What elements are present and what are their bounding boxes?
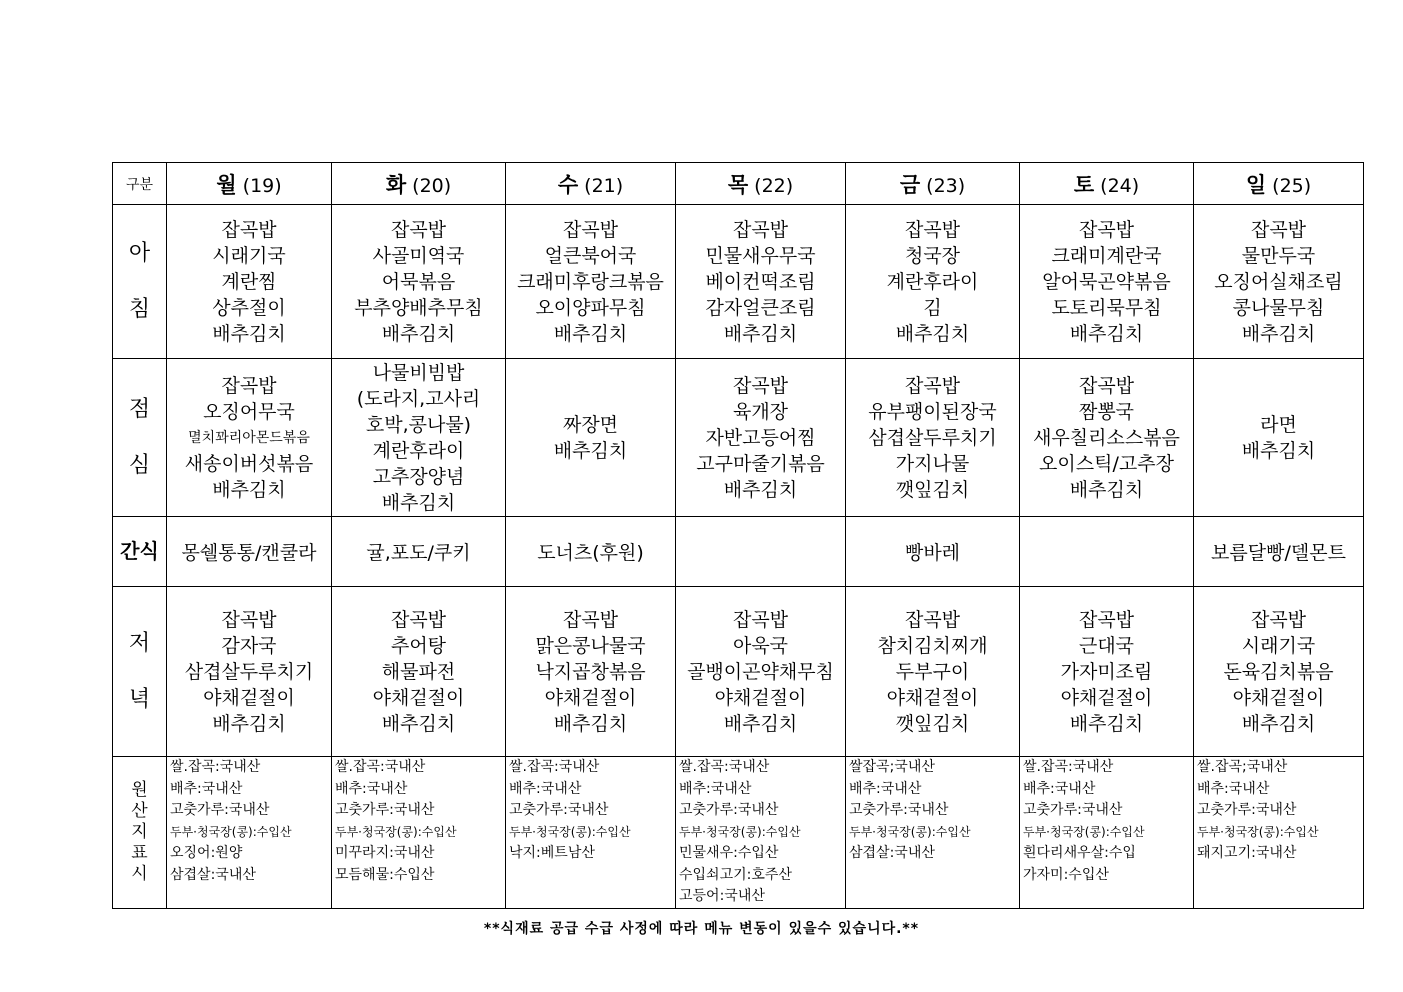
dish: 시래기국 — [212, 244, 286, 267]
day-date: (19) — [242, 174, 282, 197]
dish: 고구마줄기볶음 — [696, 452, 825, 475]
day-name: 목 — [727, 172, 749, 197]
dish: 야채겉절이 — [372, 686, 465, 709]
dish: 잡곡밥 — [732, 608, 789, 631]
dish: 배추김치 — [723, 712, 798, 735]
dish: 콩나물무침 — [1232, 296, 1325, 319]
dish: 오이양파무침 — [535, 296, 646, 319]
dish: 삼겹살두루치기 — [868, 426, 997, 449]
dish: 청국장 — [904, 244, 961, 267]
dish: 야채겉절이 — [203, 686, 295, 709]
dish: 감자국 — [221, 634, 277, 657]
origin-line: 쌀.잡곡:국내산 — [679, 759, 770, 775]
dish: 잡곡밥 — [221, 608, 277, 631]
day-date: (20) — [412, 174, 452, 197]
lunch-tue — [332, 359, 506, 517]
origin-line: 배추:국내산 — [335, 780, 408, 797]
origin-line: 쌀.잡곡:국내산 — [509, 759, 600, 775]
snack-tue: 귤,포도/쿠키 — [332, 517, 506, 587]
dish: 계란후라이 — [886, 270, 979, 293]
label-char: 지 — [131, 821, 148, 842]
weekly-menu-table — [112, 162, 1364, 909]
dish: 잡곡밥 — [390, 608, 447, 631]
origin-label — [113, 757, 167, 909]
dish: 배추김치 — [1069, 478, 1144, 501]
dish: 얼큰북어국 — [544, 244, 637, 267]
day-name: 일 — [1245, 172, 1267, 197]
dish: 크래미후랑크볶음 — [517, 270, 664, 293]
origin-line: 고춧가루:국내산 — [1023, 802, 1123, 818]
dish: 짜장면 — [562, 413, 619, 436]
origin-sun — [1194, 757, 1364, 909]
dinner-sat — [1020, 587, 1194, 757]
dish: 오징어무국 — [203, 400, 295, 423]
dish: 배추김치 — [381, 322, 456, 345]
label-char: 아 — [128, 240, 151, 266]
origin-line: 흰다리새우살:수입 — [1023, 845, 1136, 861]
dish: 민물새우무국 — [705, 244, 816, 267]
origin-row — [113, 757, 1364, 909]
lunch-row — [113, 359, 1364, 517]
origin-line: 고춧가루:국내산 — [1197, 802, 1297, 818]
day-date: (22) — [754, 174, 794, 197]
dish: 잡곡밥 — [1078, 218, 1135, 241]
origin-tue — [332, 757, 506, 909]
dish: 자반고등어찜 — [705, 426, 816, 449]
footer-notice: **식재료 공급 수급 사정에 따라 메뉴 변동이 있을수 있습니다.** — [483, 921, 920, 937]
snack-wed: 도너츠(후원) — [506, 517, 676, 587]
label-char: 침 — [128, 296, 151, 322]
dinner-wed — [506, 587, 676, 757]
breakfast-row — [113, 205, 1364, 359]
lunch-wed — [506, 359, 676, 517]
dish: 야채겉절이 — [886, 686, 979, 709]
origin-line: 모듬해물:수입산 — [335, 866, 435, 883]
breakfast-mon — [167, 205, 332, 359]
day-name: 화 — [385, 172, 407, 197]
origin-line: 낙지:베트남산 — [509, 845, 595, 861]
lunch-sun — [1194, 359, 1364, 517]
day-date: (24) — [1100, 174, 1140, 197]
breakfast-sun — [1194, 205, 1364, 359]
dish: 계란후라이 — [372, 439, 465, 462]
day-header-sat — [1020, 163, 1194, 205]
dish: 배추김치 — [553, 322, 628, 345]
header-corner: 구분 — [113, 163, 167, 205]
dish: 배추김치 — [381, 712, 456, 735]
origin-line: 두부·청국장(콩):수입산 — [335, 824, 457, 839]
origin-line: 삼겹살:국내산 — [849, 845, 935, 861]
lunch-fri — [846, 359, 1020, 517]
dish: 시래기국 — [1241, 634, 1316, 657]
origin-line: 돼지고기:국내산 — [1197, 845, 1297, 861]
day-header-wed — [506, 163, 676, 205]
dish: (도라지,고사리 — [356, 387, 481, 410]
origin-line: 배추:국내산 — [509, 780, 582, 797]
lunch-mon — [167, 359, 332, 517]
dinner-thu — [676, 587, 846, 757]
snack-sun: 보름달빵/델몬트 — [1194, 517, 1364, 587]
dish: 나물비빔밥 — [372, 361, 465, 384]
origin-line: 가자미:수입산 — [1023, 866, 1109, 883]
dish: 가지나물 — [895, 452, 970, 475]
origin-line: 두부·청국장(콩):수입산 — [170, 824, 292, 839]
dish: 크래미계란국 — [1051, 244, 1162, 267]
dinner-tue — [332, 587, 506, 757]
dish: 야채겉절이 — [544, 686, 637, 709]
dish: 잡곡밥 — [1250, 218, 1307, 241]
origin-wed — [506, 757, 676, 909]
dish: 배추김치 — [1241, 322, 1316, 345]
snack-fri: 빵바레 — [846, 517, 1020, 587]
breakfast-fri — [846, 205, 1020, 359]
snack-row — [113, 517, 1364, 587]
dish: 잡곡밥 — [390, 218, 447, 241]
dish: 배추김치 — [895, 322, 970, 345]
dish: 아욱국 — [732, 634, 789, 657]
origin-line: 고등어:국내산 — [679, 888, 765, 904]
dish: 맑은콩나물국 — [535, 634, 646, 657]
dish: 어묵볶음 — [381, 270, 456, 293]
dish: 가자미조림 — [1060, 660, 1153, 683]
dish: 호박,콩나물) — [365, 413, 472, 436]
label-char: 표 — [131, 842, 148, 863]
origin-line: 고춧가루:국내산 — [509, 802, 609, 818]
day-header-sun — [1194, 163, 1364, 205]
dish: 도토리묵무침 — [1051, 296, 1162, 319]
origin-line: 배추:국내산 — [170, 780, 243, 797]
label-char: 심 — [128, 452, 151, 478]
snack-thu — [676, 517, 846, 587]
origin-line: 쌀.잡곡;국내산 — [1197, 759, 1288, 775]
origin-mon — [167, 757, 332, 909]
dish: 배추김치 — [553, 712, 628, 735]
label-char: 점 — [128, 396, 151, 422]
dish: 유부팽이된장국 — [868, 400, 997, 423]
origin-thu — [676, 757, 846, 909]
dish: 잡곡밥 — [562, 608, 619, 631]
breakfast-thu — [676, 205, 846, 359]
dish: 배추김치 — [1069, 712, 1144, 735]
dish: 배추김치 — [1241, 439, 1316, 462]
dish: 골뱅이곤약채무침 — [687, 660, 834, 683]
dish: 잡곡밥 — [732, 374, 789, 397]
day-date: (25) — [1272, 174, 1312, 197]
dish: 오징어실채조림 — [1214, 270, 1343, 293]
lunch-label — [113, 359, 167, 517]
dish: 라면 — [1260, 413, 1297, 436]
dish: 돈육김치볶음 — [1223, 660, 1334, 683]
origin-line: 삼겹살:국내산 — [170, 866, 256, 883]
dinner-row — [113, 587, 1364, 757]
day-name: 수 — [557, 172, 579, 197]
origin-line: 쌀잡곡;국내산 — [849, 759, 935, 775]
dish: 배추김치 — [212, 478, 286, 501]
dish: 야채겉절이 — [1060, 686, 1153, 709]
dish: 배추김치 — [212, 712, 286, 735]
snack-label: 간식 — [113, 517, 167, 587]
dish: 배추김치 — [723, 322, 798, 345]
dish: 잡곡밥 — [1250, 608, 1307, 631]
dish: 알어묵곤약볶음 — [1042, 270, 1171, 293]
dinner-fri — [846, 587, 1020, 757]
dinner-mon — [167, 587, 332, 757]
dish: 배추김치 — [553, 439, 628, 462]
origin-line: 두부·청국장(콩):수입산 — [849, 824, 971, 839]
origin-line: 두부·청국장(콩):수입산 — [509, 824, 631, 839]
day-name: 토 — [1073, 172, 1095, 197]
origin-line: 쌀.잡곡:국내산 — [1023, 759, 1114, 775]
origin-line: 수입쇠고기:호주산 — [679, 866, 792, 883]
label-char: 시 — [131, 863, 148, 884]
dish: 잡곡밥 — [904, 218, 961, 241]
dish: 잡곡밥 — [904, 374, 961, 397]
origin-line: 두부·청국장(콩):수입산 — [679, 824, 801, 839]
header-row — [113, 163, 1364, 205]
origin-line: 배추:국내산 — [679, 780, 752, 797]
dish: 짬뽕국 — [1078, 400, 1135, 423]
dish: 오이스틱/고추장 — [1039, 452, 1174, 475]
day-name: 금 — [899, 172, 921, 197]
dish: 잡곡밥 — [904, 608, 961, 631]
origin-line: 고춧가루:국내산 — [849, 802, 949, 818]
dish: 삼겹살두루치기 — [184, 660, 314, 683]
dish: 두부구이 — [895, 660, 970, 683]
label-char: 저 — [128, 630, 151, 656]
dish: 멸치꽈리아몬드볶음 — [188, 429, 310, 446]
origin-line: 미꾸라지:국내산 — [335, 845, 435, 861]
origin-line: 고춧가루:국내산 — [335, 802, 435, 818]
dish: 잡곡밥 — [732, 218, 789, 241]
dish: 상추절이 — [212, 296, 286, 319]
breakfast-label — [113, 205, 167, 359]
dish: 잡곡밥 — [1078, 608, 1135, 631]
day-date: (21) — [584, 174, 624, 197]
dish: 고추장양념 — [372, 465, 465, 488]
dish: 물만두국 — [1241, 244, 1316, 267]
origin-line: 쌀.잡곡:국내산 — [335, 759, 426, 775]
day-header-mon — [167, 163, 332, 205]
dish: 배추김치 — [381, 491, 456, 514]
origin-sat — [1020, 757, 1194, 909]
breakfast-tue — [332, 205, 506, 359]
origin-line: 고춧가루:국내산 — [679, 802, 779, 818]
dish: 베이컨떡조림 — [705, 270, 816, 293]
snack-mon: 몽쉘통통/캔쿨라 — [167, 517, 332, 587]
dish: 배추김치 — [1069, 322, 1144, 345]
origin-line: 쌀.잡곡:국내산 — [170, 759, 261, 775]
day-name: 월 — [216, 172, 237, 197]
dish: 부추양배추무침 — [354, 296, 483, 319]
label-char: 녁 — [128, 686, 151, 712]
origin-line: 배추:국내산 — [849, 780, 922, 797]
lunch-sat — [1020, 359, 1194, 517]
origin-line: 배추:국내산 — [1197, 780, 1270, 797]
breakfast-sat — [1020, 205, 1194, 359]
dish: 배추김치 — [212, 322, 286, 345]
day-header-thu — [676, 163, 846, 205]
label-char: 원 — [131, 779, 148, 800]
dish: 사골미역국 — [372, 244, 465, 267]
dish: 육개장 — [732, 400, 789, 423]
dinner-label — [113, 587, 167, 757]
day-date: (23) — [926, 174, 966, 197]
dish: 김 — [923, 296, 942, 319]
dish: 잡곡밥 — [562, 218, 619, 241]
dish: 새우칠리소스볶음 — [1033, 426, 1180, 449]
dish: 잡곡밥 — [1078, 374, 1135, 397]
dish: 깻잎김치 — [895, 478, 970, 501]
dish: 배추김치 — [723, 478, 798, 501]
origin-line: 두부·청국장(콩):수입산 — [1023, 824, 1145, 839]
origin-line: 민물새우:수입산 — [679, 845, 779, 861]
dish: 참치김치찌개 — [877, 634, 988, 657]
snack-sat — [1020, 517, 1194, 587]
dish: 감자얼큰조림 — [705, 296, 816, 319]
origin-line: 오징어:원양 — [170, 845, 243, 861]
dish: 잡곡밥 — [221, 218, 277, 241]
dish: 배추김치 — [1241, 712, 1316, 735]
dish: 잡곡밥 — [221, 374, 277, 397]
breakfast-wed — [506, 205, 676, 359]
day-header-fri — [846, 163, 1020, 205]
lunch-thu — [676, 359, 846, 517]
dish: 계란찜 — [221, 270, 277, 293]
dish: 깻잎김치 — [895, 712, 970, 735]
day-header-tue — [332, 163, 506, 205]
dish: 새송이버섯볶음 — [184, 452, 314, 475]
dish: 추어탕 — [390, 634, 447, 657]
origin-fri — [846, 757, 1020, 909]
dish: 해물파전 — [381, 660, 456, 683]
dinner-sun — [1194, 587, 1364, 757]
origin-line: 고춧가루:국내산 — [170, 802, 270, 818]
origin-line: 배추:국내산 — [1023, 780, 1096, 797]
dish: 야채겉절이 — [714, 686, 807, 709]
dish: 야채겉절이 — [1232, 686, 1325, 709]
dish: 근대국 — [1078, 634, 1135, 657]
label-char: 산 — [131, 800, 148, 821]
origin-line: 두부·청국장(콩):수입산 — [1197, 824, 1319, 839]
dish: 낙지곱창볶음 — [535, 660, 646, 683]
